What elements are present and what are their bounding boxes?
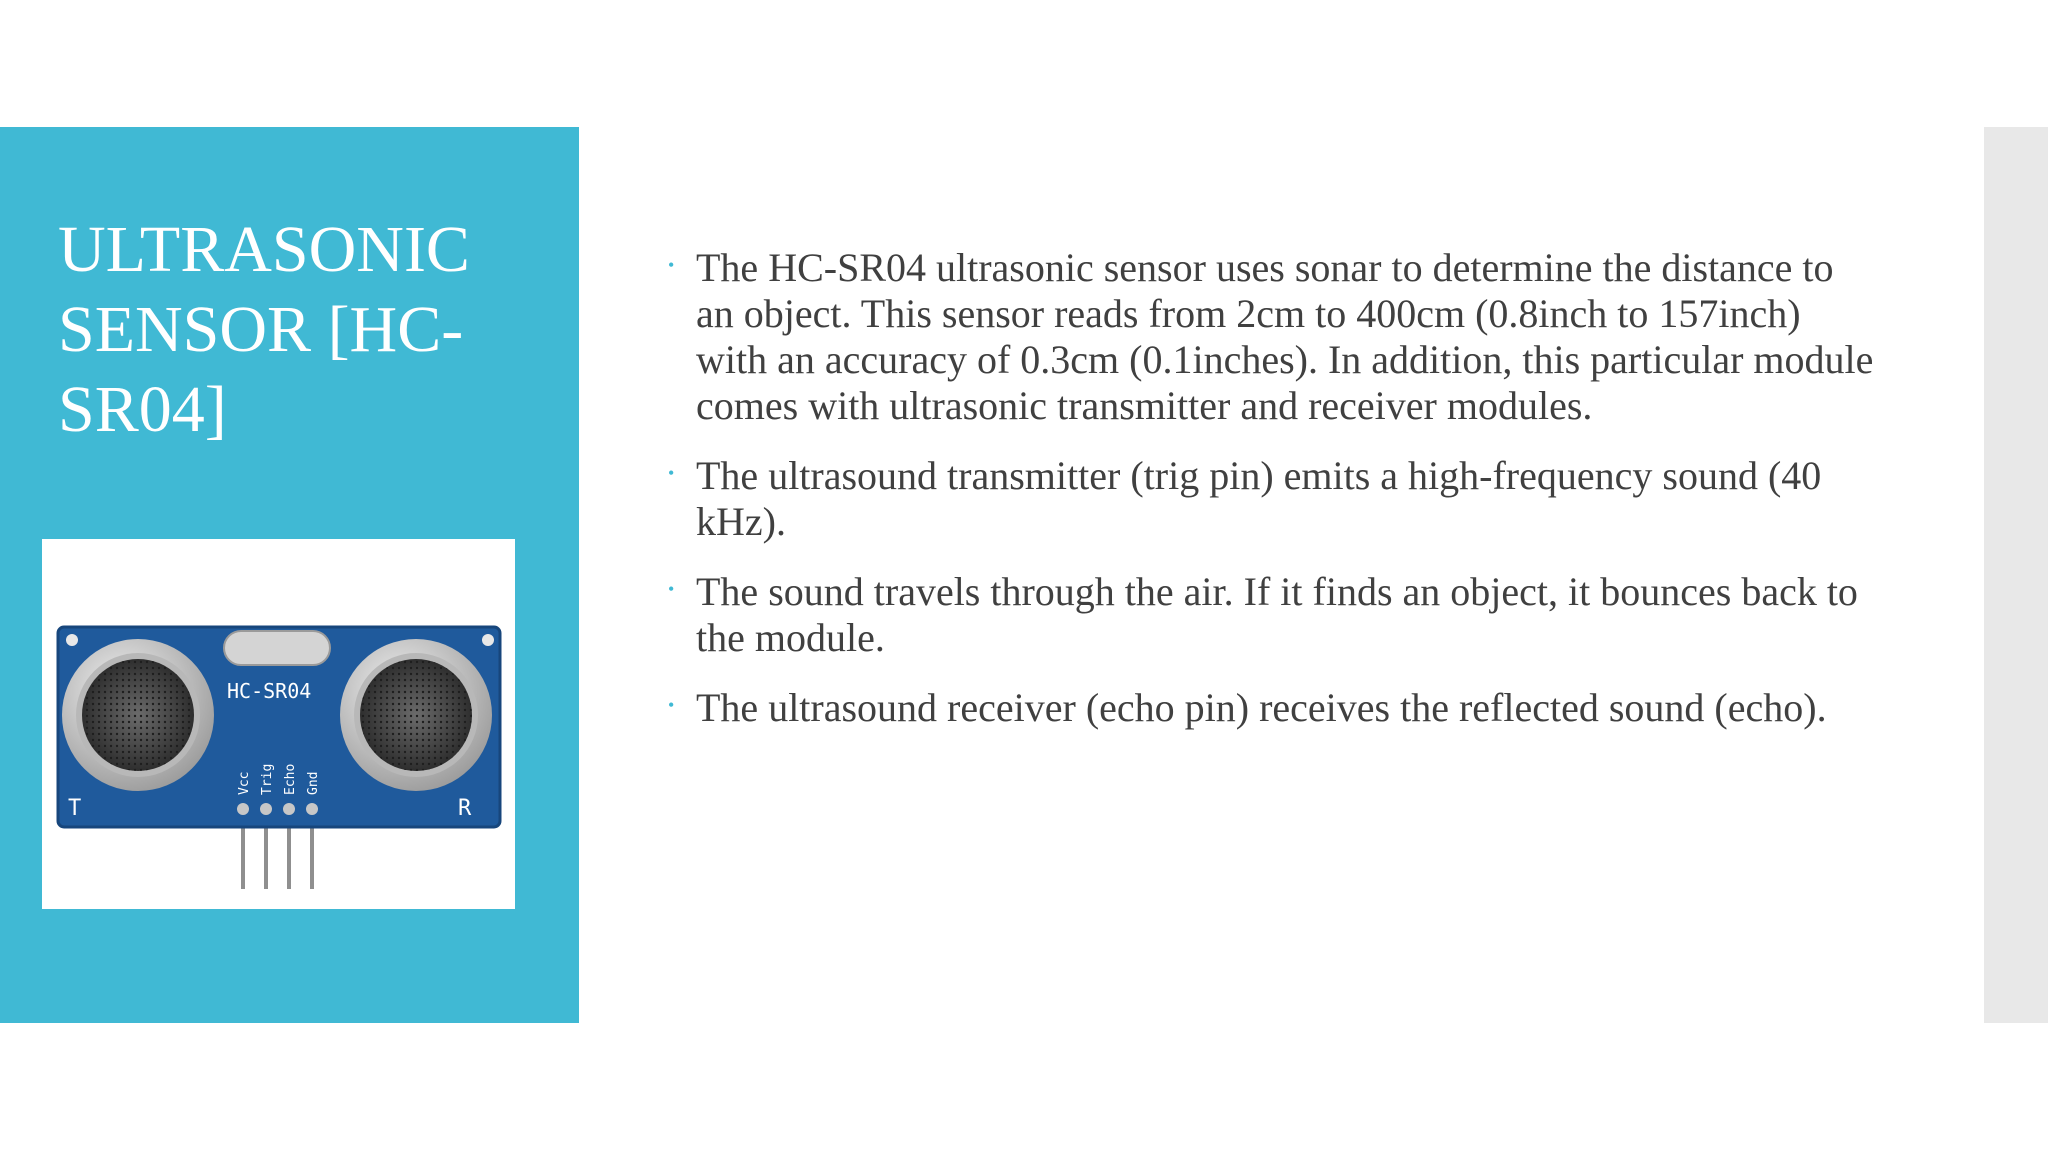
bullet-icon: •: [668, 463, 675, 483]
bullet-item: [660, 245, 1880, 429]
pin-label-trig: Trig: [260, 763, 275, 795]
pin-label-gnd: Gnd: [306, 771, 321, 795]
slide-body: [660, 245, 1880, 755]
pin-label-echo: Echo: [283, 763, 298, 795]
receiver-label: R: [458, 796, 472, 821]
bullet-text: The sound travels through the air. If it finds an object, it bounces back to the module.: [696, 569, 1858, 660]
receiver-transducer: [340, 639, 492, 791]
hc-sr04-illustration: [42, 539, 515, 909]
pin-label-vcc: Vcc: [237, 771, 252, 795]
slide-title: ULTRASONIC SENSOR [HC-SR04]: [58, 213, 470, 446]
bullet-item: [660, 569, 1880, 661]
sensor-image: [42, 539, 515, 909]
bullet-item: [660, 453, 1880, 545]
side-strip: [1984, 127, 2048, 1023]
bullet-text: The ultrasound transmitter (trig pin) emits a high-frequency sound (40 kHz).: [696, 453, 1822, 544]
bullet-icon: •: [668, 579, 675, 599]
bullet-text: The ultrasound receiver (echo pin) receives the reflected sound (echo).: [696, 685, 1827, 730]
crystal-oscillator: [224, 631, 330, 665]
bullet-item: [660, 685, 1880, 731]
bullet-icon: •: [668, 695, 675, 715]
board-label: HC-SR04: [227, 679, 312, 703]
transmitter-label: T: [68, 796, 82, 821]
bullet-list: [660, 245, 1880, 731]
transmitter-transducer: [62, 639, 214, 791]
bullet-text: The HC-SR04 ultrasonic sensor uses sonar to determine the distance to an object. This sensor reads from 2cm to 400cm (0.8inch to 157inch) with an accuracy of 0.3cm (0.1inches). In addition, this particular module comes with ultrasonic transmitter and receiver modules.: [696, 245, 1874, 428]
bullet-icon: •: [668, 255, 675, 275]
